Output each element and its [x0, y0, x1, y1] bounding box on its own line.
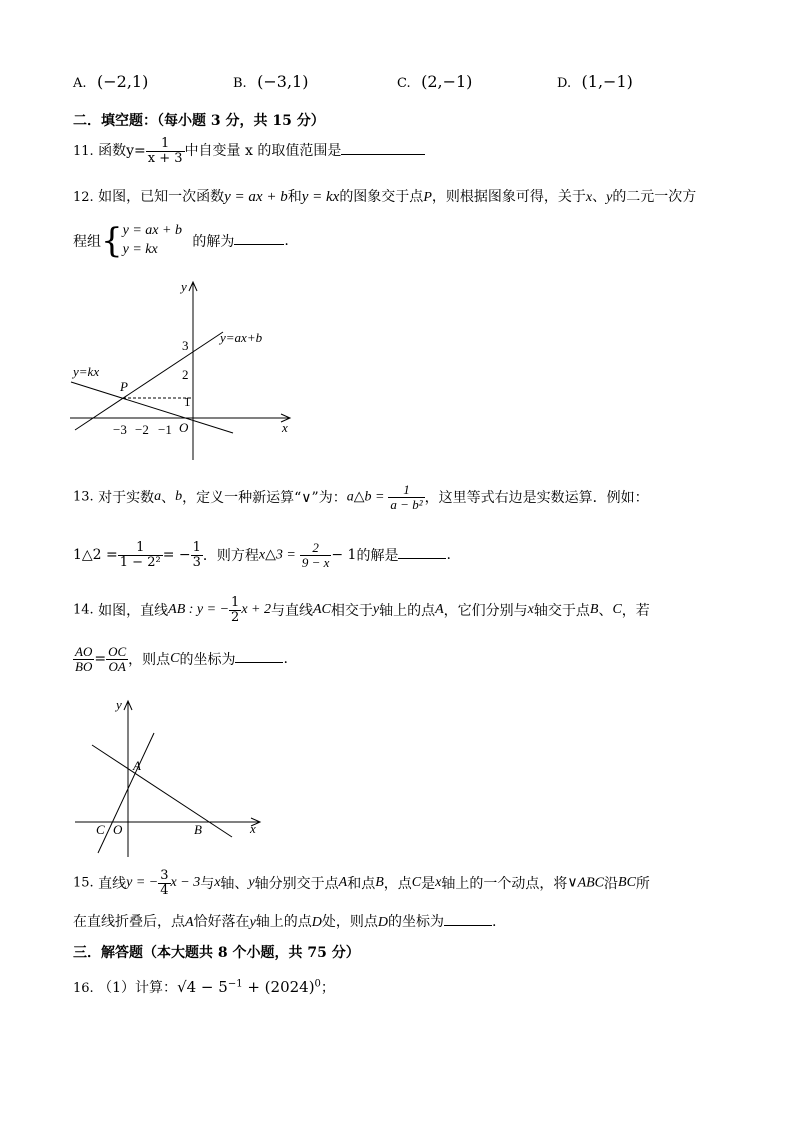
- ytick-1: 1: [184, 394, 191, 409]
- choice-c: C. (2,−1): [397, 72, 473, 91]
- y-axis-label: y: [181, 279, 187, 294]
- section-heading-solutions: 三．解答题（本大题共 8 个小题，共 75 分）: [73, 945, 360, 961]
- question-14-line1: 14. 如图，直线AB : y = − $\frac{1}{2}$ x + 2与直线AC相交于y轴上的点A，它们分别与x轴交于点B、C，若: [73, 595, 650, 625]
- xtick-neg2: −2: [135, 422, 149, 437]
- answer-blank[interactable]: [235, 652, 283, 663]
- question-13-line2: 1△2 = $\frac{1}{\text{1 − 2²}}$ = − $\frac{1}{3}$ ．则方程x△3 = $\frac{2}{9 - x}$ − 1的解是 .: [73, 540, 451, 570]
- line-ax-plus-b: [75, 332, 223, 430]
- xtick-neg3: −3: [113, 422, 127, 437]
- question-12-line1: 12. 如图，已知一次函数y = ax + b和y = kx的图象交于点P，则根据图象可得，关于x、y的二元一次方: [73, 189, 697, 205]
- choice-a: A. (−2,1): [73, 72, 149, 91]
- section-heading-fill-in: 二．填空题：（每小题 3 分，共 15 分）: [73, 113, 325, 129]
- ytick-3: 3: [182, 338, 189, 353]
- choice-b: B. (−3,1): [233, 72, 309, 91]
- answer-blank[interactable]: [444, 915, 492, 926]
- question-15-line2: 在直线折叠后，点A恰好落在y轴上的点D处，则点D的坐标为 .: [73, 914, 497, 930]
- line1-label: y=ax+b: [220, 330, 263, 345]
- question-15-line1: 15. 直线y = − $\frac{3}{4}$ x − 3与x轴、y轴分别交于点A和点B，点C是x轴上的一个动点，将∨ABC沿BC所: [73, 868, 650, 898]
- answer-blank[interactable]: [341, 144, 425, 155]
- origin-label: O: [179, 420, 189, 435]
- line-ac: [98, 733, 154, 853]
- x-axis-label: x: [250, 821, 256, 836]
- answer-blank[interactable]: [398, 548, 446, 559]
- ytick-2: 2: [182, 367, 189, 382]
- question-14-line2: $\frac{AO}{BO}$ = $\frac{OC}{OA}$ ，则点C的坐标为 .: [75, 644, 288, 674]
- point-b-label: B: [194, 822, 202, 837]
- point-p-label: P: [120, 379, 128, 394]
- question-13-line1: 13. 对于实数a、b，定义一种新运算“∨”为：a△b = $\frac{1}{\text{a − b²}}$ ，这里等式右边是实数运算．例如：: [73, 482, 649, 512]
- answer-blank[interactable]: [234, 234, 284, 245]
- origin-label: O: [113, 822, 123, 837]
- point-c-label: C: [96, 822, 105, 837]
- figure-12-graph: [65, 278, 305, 463]
- point-a-label: A: [133, 758, 141, 773]
- y-axis-label: y: [116, 697, 122, 712]
- xtick-neg1: −1: [158, 422, 172, 437]
- question-11: 11. 函数y= $\frac{1}{x + 3}$ 中自变量 x 的取值范围是: [73, 137, 425, 165]
- question-16: 16. （1）计算：$√4 - 5^{-1} + (2024)^0$；: [73, 978, 335, 996]
- figure-14-graph: [70, 697, 270, 859]
- line2-label: y=kx: [73, 364, 100, 379]
- line-kx: [71, 382, 233, 433]
- choice-d: D. (1,−1): [557, 72, 633, 91]
- x-axis-label: x: [282, 420, 288, 435]
- question-12-line2: 程组{ y = ax + b y = kx 的解为 .: [73, 220, 289, 261]
